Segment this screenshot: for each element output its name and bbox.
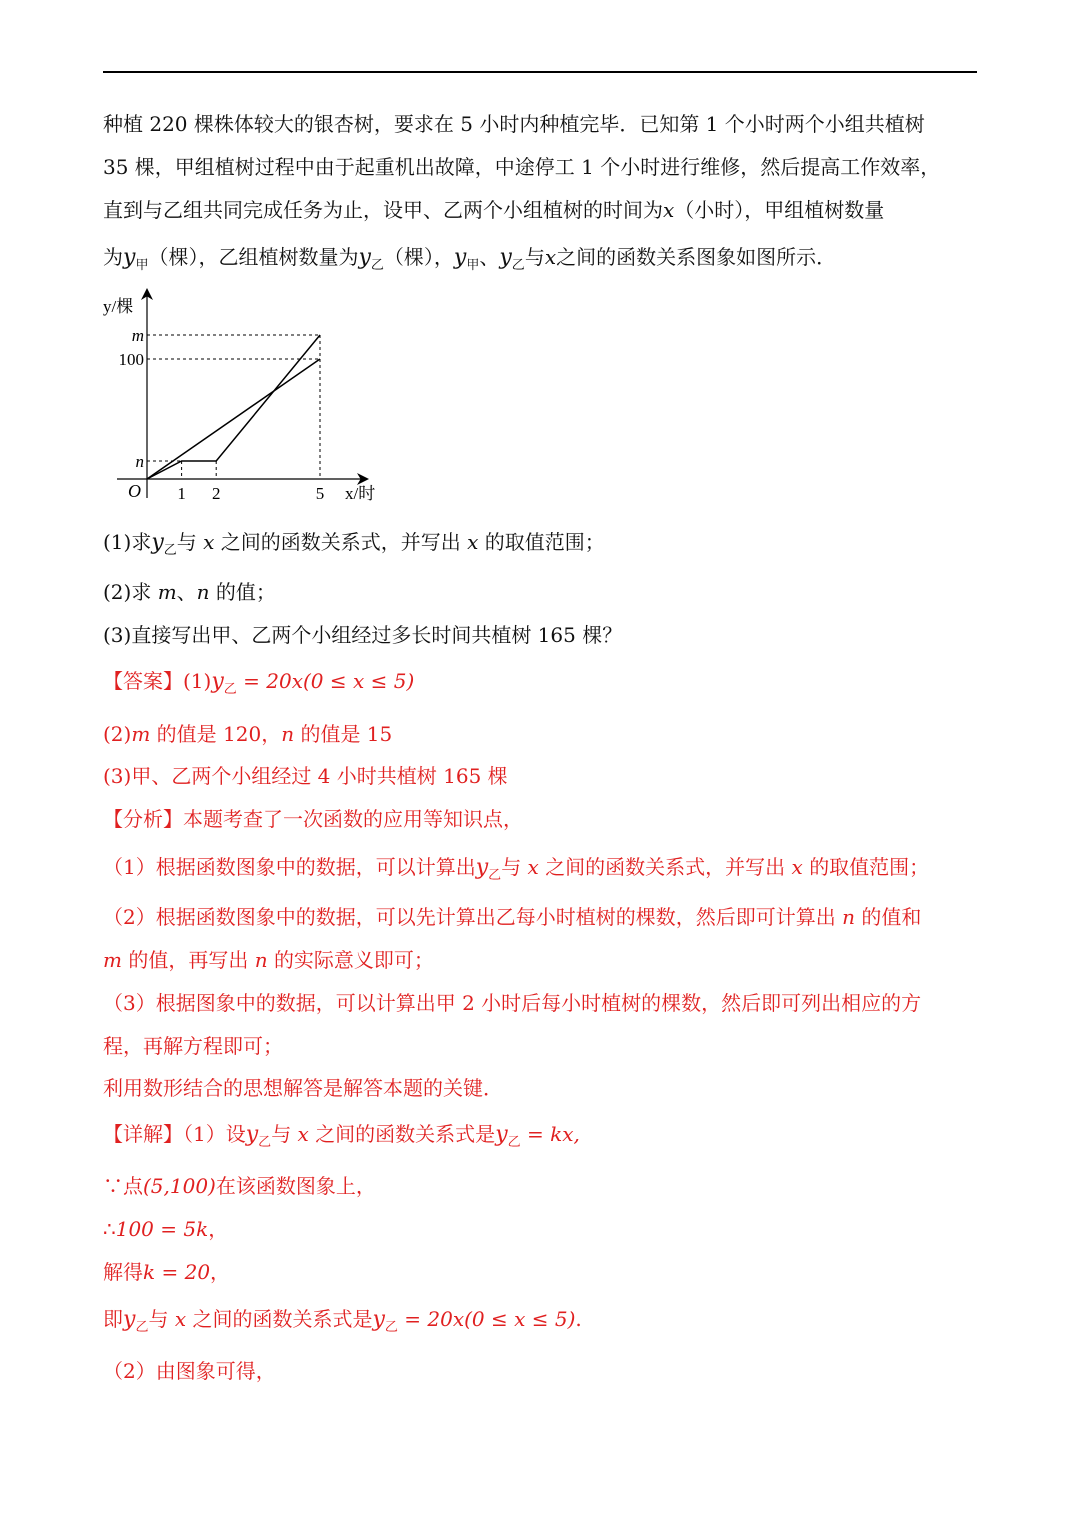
- answer-2: (2)m 的值是 120，n 的值是 15: [103, 722, 393, 746]
- problem-line-4: 为$y_甲$（棵），乙组植树数量为$y_乙$（棵），$y_甲$、$y_乙$与x之间的函数关系图象如图所示．: [103, 245, 837, 273]
- x-axis-label: x/时: [345, 484, 376, 503]
- analysis-3b: 程，再解方程即可；: [103, 1034, 283, 1058]
- x-tick-label: 1: [177, 484, 186, 503]
- answer-3: (3)甲、乙两个小组经过 4 小时共植树 165 棵: [103, 764, 508, 788]
- problem-line-3: 直到与乙组共同完成任务为止，设甲、乙两个小组植树的时间为x（小时），甲组植树数量: [103, 198, 885, 222]
- detail-2: ∵点(5,100)在该函数图象上，: [103, 1174, 376, 1198]
- origin-label: O: [128, 481, 141, 501]
- y-tick-label: 100: [118, 350, 144, 369]
- detail-3: ∴100 = 5k，: [103, 1217, 229, 1241]
- detail-6: （2）由图象可得，: [103, 1359, 276, 1383]
- problem-line-2: 35 棵，甲组植树过程中由于起重机出故障，中途停工 1 个小时进行维修，然后提高工作效率，: [103, 155, 941, 179]
- analysis-3a: （3）根据图象中的数据，可以计算出甲 2 小时后每小时植树的棵数，然后即可列出相应的方: [103, 991, 922, 1015]
- y-axis-label: y/棵: [103, 297, 134, 316]
- detail-5: 即$y_乙$与 x 之间的函数关系式是$y_乙 = 20x(0 \le x \le 5)$.: [103, 1307, 582, 1335]
- problem-line-1: 种植 220 棵株体较大的银杏树，要求在 5 小时内种植完毕．已知第 1 个小时两个小组共植树: [103, 112, 925, 136]
- analysis-2a: （2）根据函数图象中的数据，可以先计算出乙每小时植树的棵数，然后即可计算出 n 的值和: [103, 905, 922, 929]
- function-graph: [95, 288, 395, 510]
- series-line-jia: [147, 335, 320, 479]
- x-tick-label: 2: [211, 484, 221, 503]
- analysis-2b: m 的值，再写出 n 的实际意义即可；: [103, 948, 434, 972]
- series-line-yi: [147, 359, 320, 479]
- detail-4: 解得k = 20，: [103, 1260, 231, 1284]
- header-rule: [103, 71, 977, 73]
- analysis-1: （1）根据函数图象中的数据，可以计算出$y_乙$与 x 之间的函数关系式，并写出 x 的取值范围；: [103, 855, 930, 883]
- detail-1: 【详解】（1）设$y_乙$与 x 之间的函数关系式是$y_乙$ = kx,: [103, 1122, 580, 1150]
- analysis-label: 【分析】本题考查了一次函数的应用等知识点，: [103, 807, 523, 831]
- answer-1: 【答案】$(1)y_乙 = 20x(0 \le x \le 5)$: [103, 669, 415, 697]
- question-2: (2)求 m、n 的值；: [103, 580, 276, 604]
- question-3: (3)直接写出甲、乙两个小组经过多长时间共植树 165 棵？: [103, 623, 623, 647]
- analysis-4: 利用数形结合的思想解答是解答本题的关键．: [103, 1076, 503, 1100]
- y-tick-label: n: [135, 452, 144, 471]
- question-1: (1)求$y_乙$与 x 之间的函数关系式，并写出 x 的取值范围；: [103, 530, 605, 558]
- y-tick-label: m: [131, 326, 144, 345]
- x-tick-label: 5: [315, 484, 325, 503]
